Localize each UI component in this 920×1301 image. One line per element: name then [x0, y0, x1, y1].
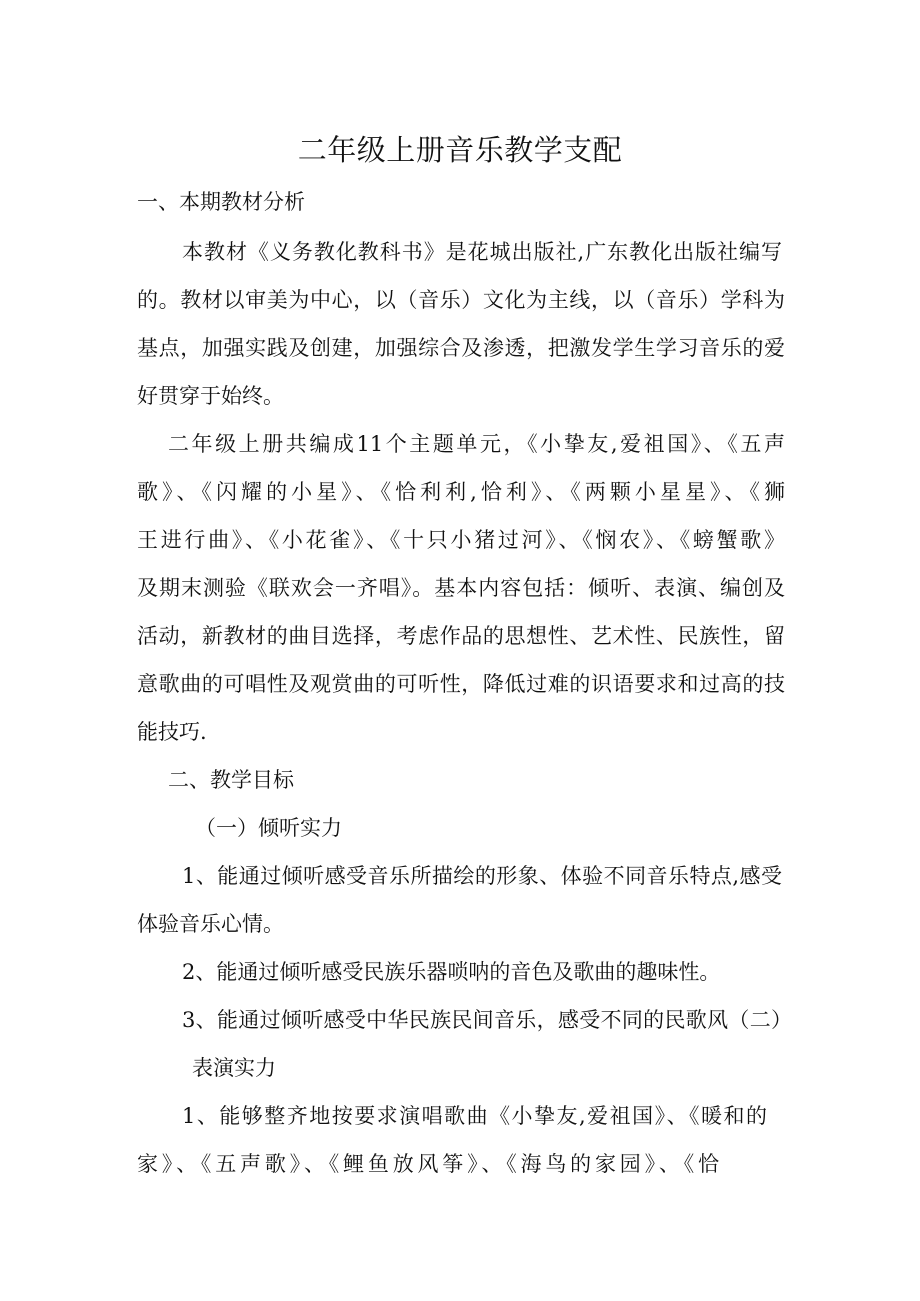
subsection-heading-listening: （一）倾听实力: [195, 816, 342, 840]
paragraph-line: 本教材《义务教化教科书》是花城出版社,广东教化出版社编写: [182, 240, 782, 264]
section-heading-textbook-analysis: 一、本期教材分析: [137, 190, 305, 214]
paragraph-line: 家》、《五声歌》、《鲤鱼放风筝》、《海鸟的家园》、《恰: [137, 1152, 719, 1176]
section-heading-teaching-goals: 二、教学目标: [168, 768, 294, 792]
paragraph-line: 王进行曲》、《小花雀》、《十只小猪过河》、《悯农》、《螃蟹歌》: [137, 528, 785, 552]
paragraph-line: 1、能通过倾听感受音乐所描绘的形象、体验不同音乐特点,感受: [182, 864, 782, 888]
paragraph-line: 好贯穿于始终。: [137, 384, 284, 408]
paragraph-line: 二年级上册共编成11个主题单元，《小挚友,爱祖国》、《五声: [168, 432, 785, 456]
paragraph-line: 及期末测验《联欢会一齐唱》。基本内容包括：倾听、表演、编创及: [137, 576, 785, 600]
paragraph-line: 活动，新教材的曲目选择，考虑作品的思想性、艺术性、民族性，留: [137, 624, 785, 648]
paragraph-line: 体验音乐心情。: [137, 912, 284, 936]
subsection-heading-performance: 表演实力: [192, 1056, 276, 1080]
paragraph-line: 2、能通过倾听感受民族乐器唢呐的音色及歌曲的趣味性。: [182, 960, 721, 984]
paragraph-line: 1、能够整齐地按要求演唱歌曲《小挚友,爱祖国》、《暖和的: [182, 1104, 767, 1128]
paragraph-line: 3、能通过倾听感受中华民族民间音乐，感受不同的民歌风（二）: [182, 1008, 792, 1032]
paragraph-line: 歌》、《闪耀的小星》、《恰利利,恰利》、《两颗小星星》、《狮: [137, 480, 785, 504]
document-title: 二年级上册音乐教学支配: [297, 133, 623, 167]
paragraph-line: 意歌曲的可唱性及观赏曲的可听性，降低过难的识语要求和过高的技: [137, 672, 785, 696]
paragraph-line: 能技巧.: [137, 720, 207, 744]
paragraph-line: 的。教材以审美为中心，以（音乐）文化为主线，以（音乐）学科为: [137, 288, 785, 312]
paragraph-line: 基点，加强实践及创建，加强综合及渗透，把激发学生学习音乐的爱: [137, 336, 785, 360]
